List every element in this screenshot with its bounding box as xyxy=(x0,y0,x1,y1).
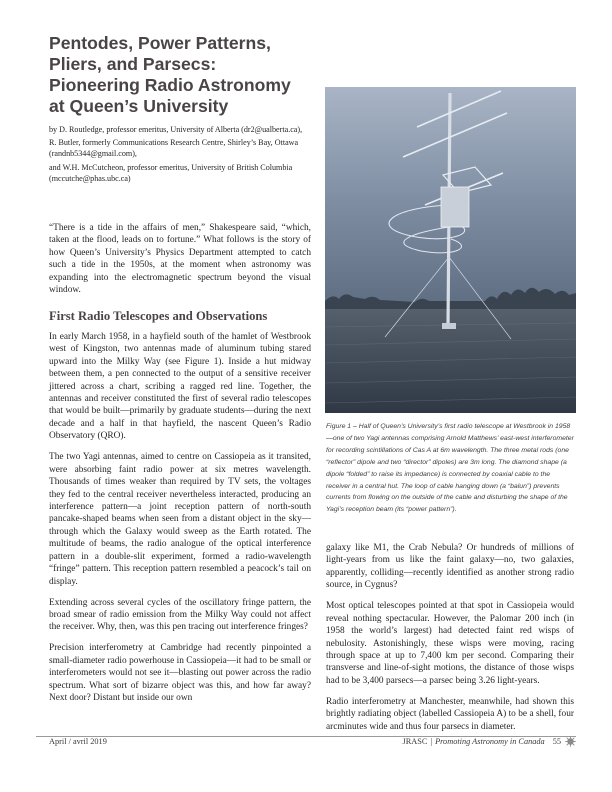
author-list xyxy=(49,124,311,186)
figure-caption: Figure 1 – Half of Queen’s University’s first radio telescope at Westbrook in 1958—one of two Yagi antennas comprising Arnold Matthews’ east-west interferometer for recording scintillations of Cas A at 6m wavelength. The three metal rods (one “reflector” dipole and two “director” dipoles) are 3m long. The diamond shape (a dipole “folded” to raise its impedance) is connected by coaxial cable to the receiver in a central hut. The loop of cable hanging down (a “balun”) prevents currents from flowing on the outside of the cable and disturbing the shape of the Yagi’s reception beam (its “power pattern”). xyxy=(326,423,574,514)
antenna-photo-illustration xyxy=(325,87,576,413)
body-paragraph: Precision interferometry at Cambridge had recently pinpointed a small-diameter radio powerhouse in Cassiopeia—it had to be small or interferometers would not see it—blasting out power across the radio spectrum. What sort of bizarre object was this, and how far away? Next door? Distant but inside our own xyxy=(49,643,311,704)
left-column xyxy=(49,222,311,713)
body-paragraph: galaxy like M1, the Crab Nebula? Or hundreds of millions of light-years from us like the faint galaxy—no, two galaxies, apparently, colliding—recently identified as another strong radio source, in Cygnus? xyxy=(326,543,574,591)
journal-name: JRASC xyxy=(402,737,428,746)
footer-journal-info xyxy=(361,737,561,747)
figure-1-antenna-photo xyxy=(325,87,576,413)
footer-separator: | xyxy=(430,737,433,746)
author-routledge: by D. Routledge, professor emeritus, University of Alberta (dr2@ualberta.ca), xyxy=(49,125,303,134)
body-paragraph: In early March 1958, in a hayfield south of the hamlet of Westbrook west of Kingston, two antennas made of aluminum tubing stared upward into the Milky Way (see Figure 1). Inside a hut midway between them, a pen connected to the output of a sensitive receiver jittered across a chart, scribing a ragged red line. Together, the antennas and receiver constituted the first of several radio telescopes that would be built—primarily by graduate students—during the next decade and a half in that hayfield, the nascent Queen’s Radio Observatory (QRO). xyxy=(49,331,311,442)
author-butler: R. Butler, formerly Communications Research Centre, Shirley’s Bay, Ottawa (randnb5344@gmail.com), xyxy=(49,138,299,159)
rasc-logo-icon xyxy=(565,736,576,747)
right-column xyxy=(326,542,574,742)
footer-issue-date: April / avril 2019 xyxy=(49,737,107,746)
body-paragraph: Radio interferometry at Manchester, meanwhile, had shown this brightly radiating object (labelled Cassiopeia A) to be a shell, four arcminutes wide and thus four parsecs in diameter. xyxy=(326,696,574,732)
page-number: 55 xyxy=(552,737,561,746)
journal-tagline: Promoting Astronomy in Canada xyxy=(435,737,545,746)
article-title: Pentodes, Power Patterns, Pliers, and Parsecs: Pioneering Radio Astronomy at Queen’s University xyxy=(49,33,291,116)
intro-paragraph: “There is a tide in the affairs of men,” Shakespeare said, “which, taken at the flood, leads on to fortune.” What follows is the story of how Queen’s University’s Physics Department attempted to catch such a tide in the 1950s, at the moment when astronomy was expanding into the electromagnetic spectrum beyond the visual window. xyxy=(49,223,311,296)
body-paragraph: Most optical telescopes pointed at that spot in Cassiopeia would reveal nothing spectacular. However, the Palomar 200 inch (in 1958 the world’s largest) had detected faint red wisps of nebulosity. Astonishingly, these wisps were moving, racing through space at up to 7,400 km per second. Comparing their transverse and line-of-sight motions, the distance of those wisps had to be 3,400 parsecs—a parsec being 3.26 light-years. xyxy=(326,601,574,686)
body-paragraph: Extending across several cycles of the oscillatory fringe pattern, the broad smear of radio emission from the Milky Way could not affect the receiver. Why, then, was this pen tracing out interference fringes? xyxy=(49,597,311,633)
section-heading: First Radio Telescopes and Observations xyxy=(49,308,268,323)
author-mccutcheon: and W.H. McCutcheon, professor emeritus, University of British Columbia (mccutche@phas.ubc.ca) xyxy=(49,162,293,183)
body-paragraph: The two Yagi antennas, aimed to centre on Cassiopeia as it transited, were absorbing faint radio power at six metres wavelength. Thousands of times weaker than required by TV sets, the voltages they fed to the central receiver nevertheless interacted, producing an interference pattern—a joint reception pattern of north-south pancake-shaped beams when seen from a distant object in the sky—through which the Galaxy would sweep as the Earth rotated. The multitude of beams, the radio analogue of the optical interference pattern in a double-slit experiment, formed a radio-wavelength “fringe” pattern. This reception pattern resembled a peacock’s tail on display. xyxy=(49,452,311,587)
